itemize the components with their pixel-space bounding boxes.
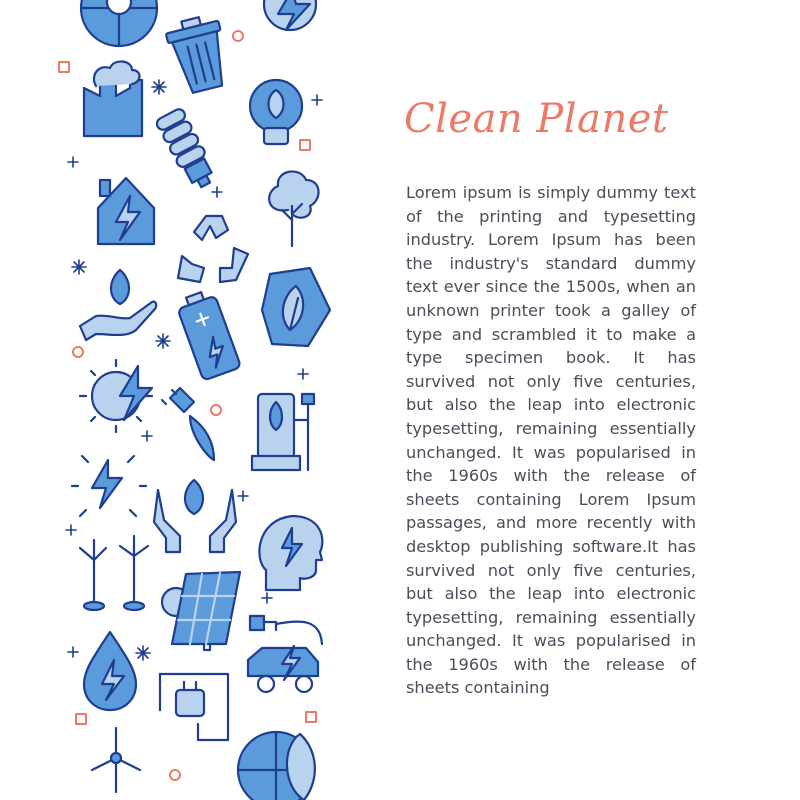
house-energy-icon [98, 178, 154, 244]
battery-icon [175, 288, 241, 381]
wind-turbines-icon [80, 536, 148, 610]
solar-panel-icon [162, 572, 240, 650]
power-plug-icon [160, 674, 228, 740]
windmill-icon [92, 728, 140, 792]
factory-pollution-icon [84, 61, 142, 136]
globe-leaf-icon [238, 732, 315, 800]
sun-energy-icon [80, 360, 152, 432]
charging-station-icon [252, 394, 314, 470]
eco-icons-column [0, 0, 360, 800]
electric-car-icon [248, 616, 322, 692]
body-paragraph: Lorem ipsum is simply dummy text of the printing and typesetting industry. Lorem Ipsum has been the industry's standard dummy text ever since the 1500s, when an unknown printer took a galley of type and scrambled it to make a type specimen book. It has survived not only five centuries, but also the leap into electronic typesetting, remaining essentially unchanged. It was popularised in the 1960s with the release of sheets containing Lorem Ipsum passages, and more recently with desktop publishing software.It has survived not only five centuries, but also the leap into electronic typesetting, remaining essentially unchanged. It was popularised in the 1960s with the release of sheets containing [406, 183, 696, 698]
trash-can-icon [164, 13, 234, 96]
head-energy-icon [259, 516, 322, 590]
page-title: Clean Planet [404, 96, 669, 142]
solar-energy-icon [264, 0, 316, 30]
plug-leaf-icon [162, 388, 214, 460]
shield-leaf-icon [262, 268, 330, 346]
tree-icon [269, 171, 318, 246]
eco-light-bulb-icon [250, 80, 302, 144]
lightning-icon [72, 456, 146, 516]
energy-saving-bulb-icon [155, 107, 219, 192]
hand-leaf-icon [80, 270, 156, 340]
recycle-icon [178, 216, 248, 282]
globe-icon [81, 0, 157, 46]
hands-leaf-icon [154, 480, 236, 552]
water-energy-drop-icon [84, 632, 136, 710]
